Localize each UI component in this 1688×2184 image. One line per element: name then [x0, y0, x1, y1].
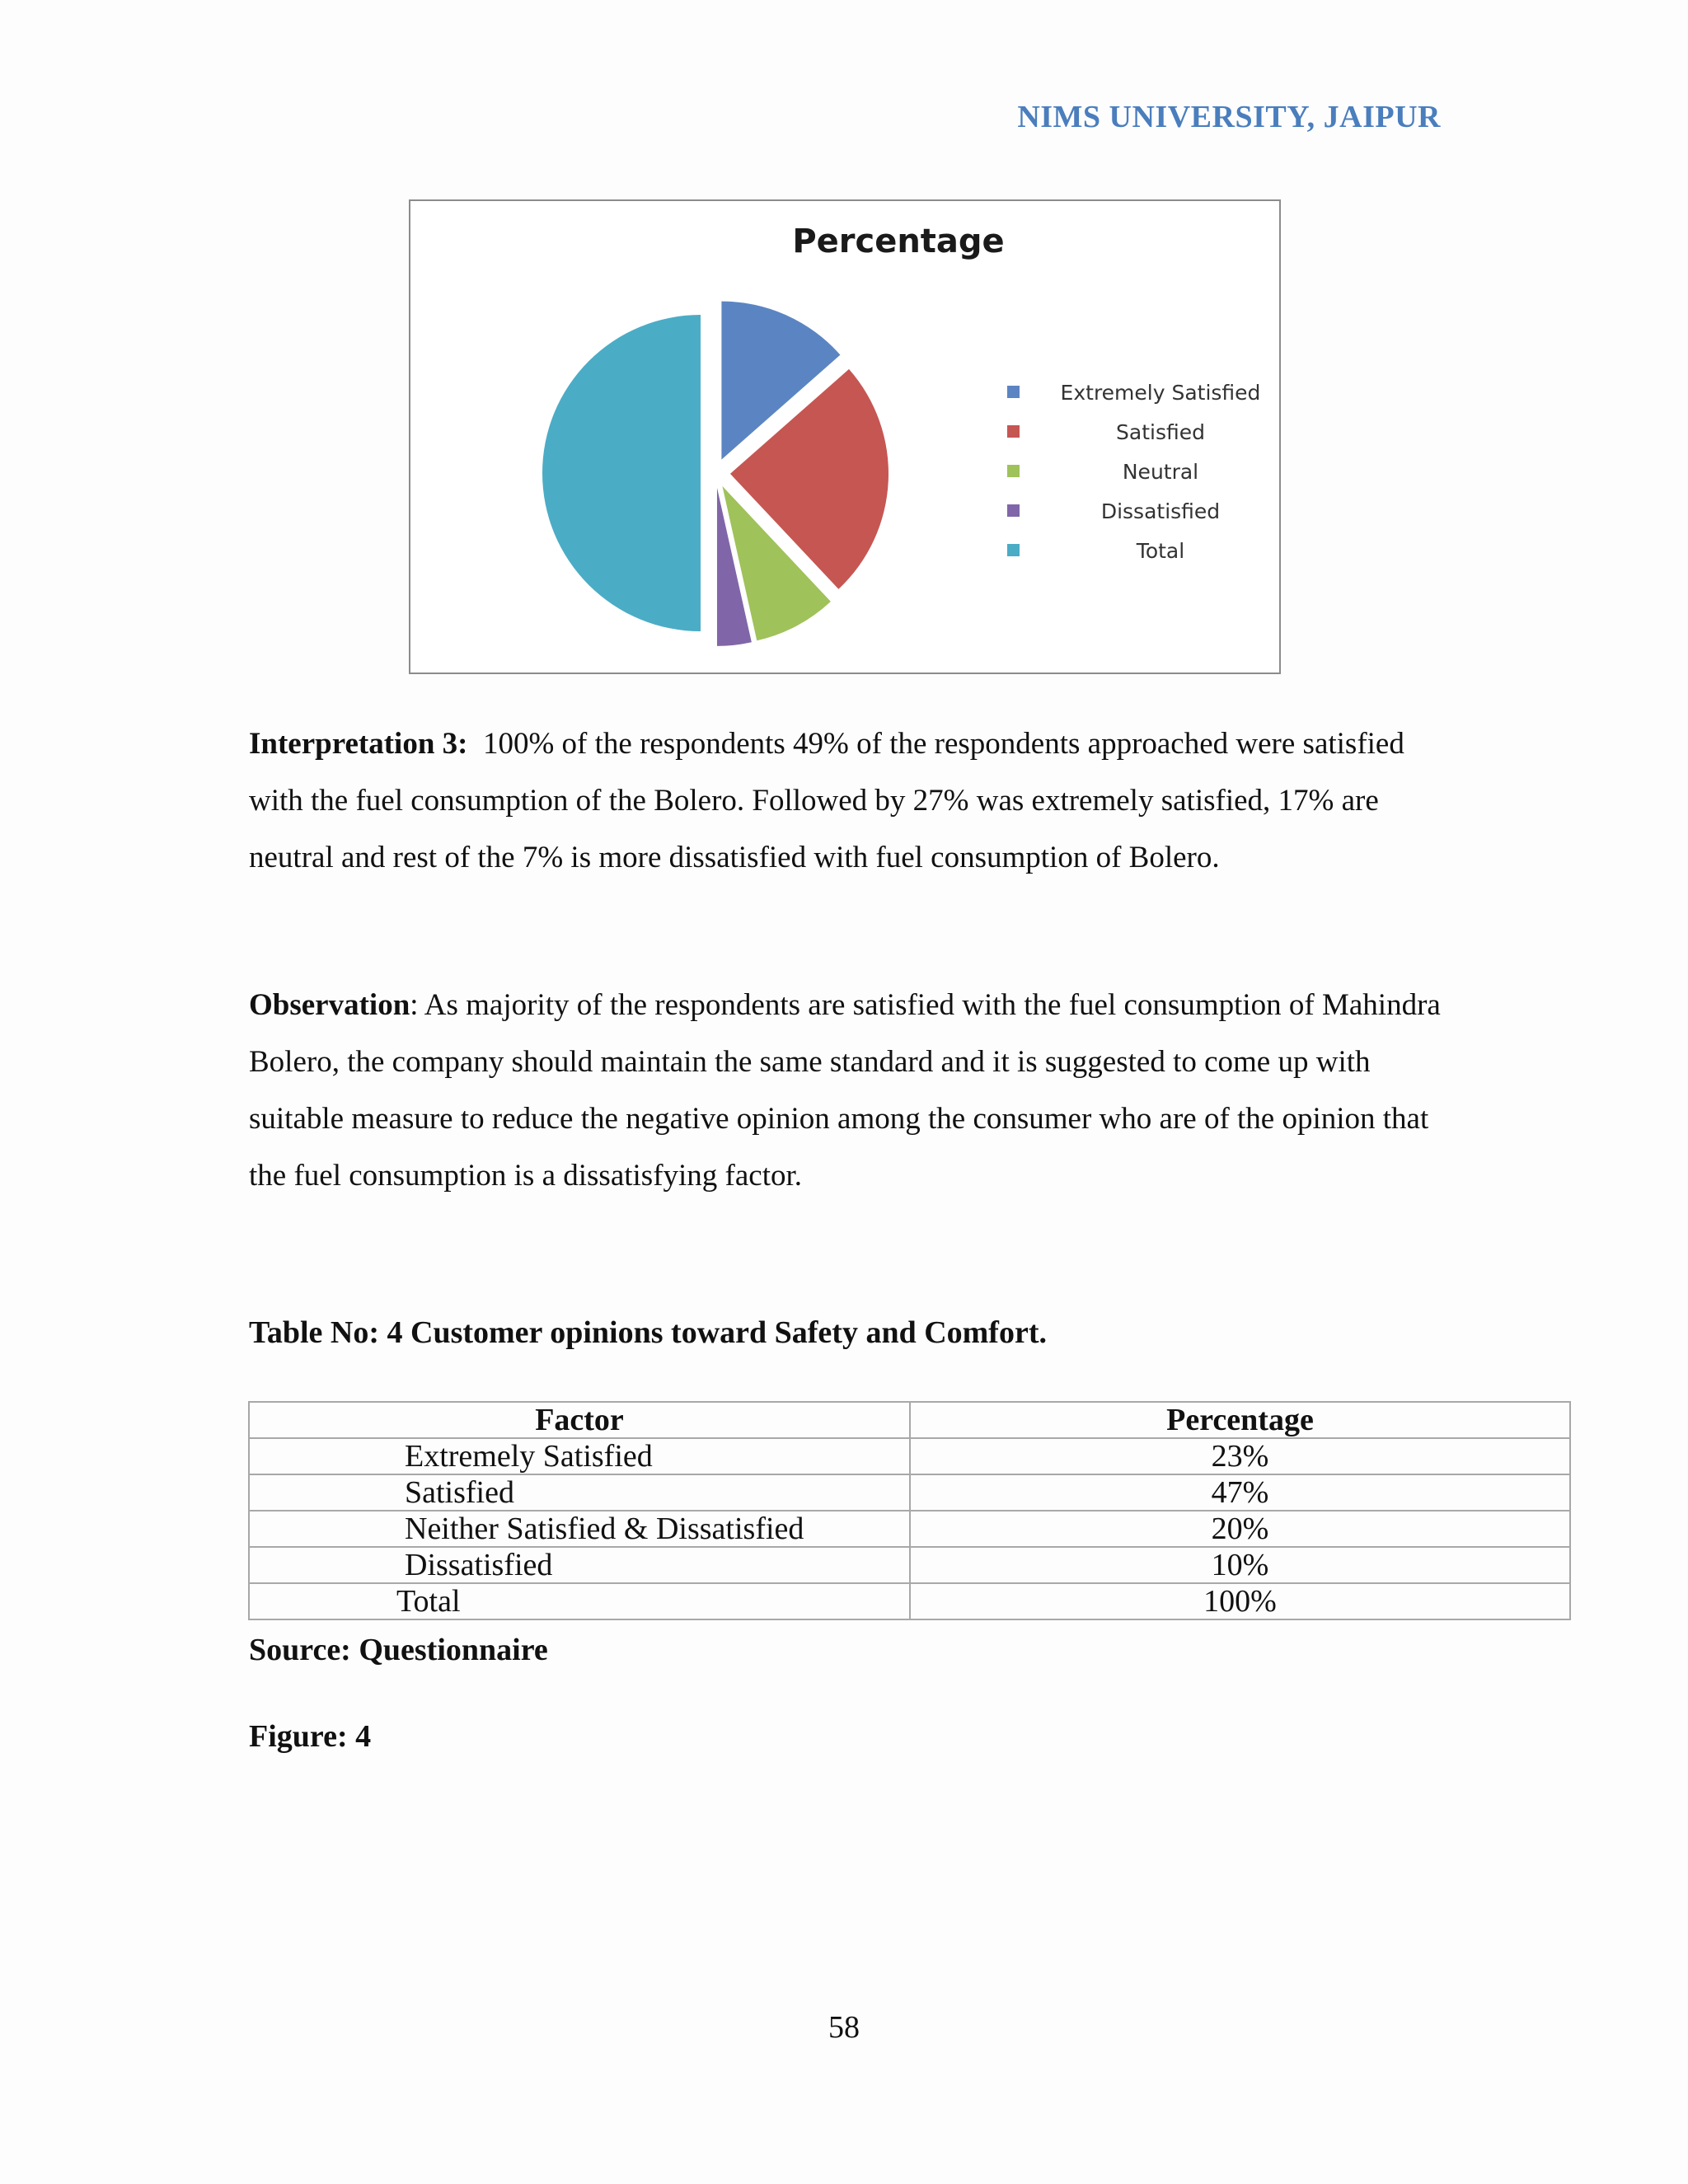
chart-title: Percentage	[792, 223, 1005, 260]
percentage-cell: 23%	[910, 1438, 1570, 1474]
factor-cell: Extremely Satisfied	[249, 1438, 910, 1474]
opinion-table	[248, 1401, 1571, 1620]
percentage-cell: 47%	[910, 1474, 1570, 1511]
table-row	[249, 1511, 1570, 1547]
column-header-percentage: Percentage	[910, 1402, 1570, 1438]
interpretation-paragraph	[249, 715, 1452, 886]
table-row	[249, 1474, 1570, 1511]
table-row	[249, 1438, 1570, 1474]
factor-cell: Total	[249, 1583, 910, 1619]
percentage-cell: 10%	[910, 1547, 1570, 1583]
page-header: NIMS UNIVERSITY, JAIPUR	[1017, 100, 1441, 134]
factor-cell: Satisfied	[249, 1474, 910, 1511]
table-source: Source: Questionnaire	[249, 1633, 548, 1667]
factor-cell: Neither Satisfied & Dissatisfied	[249, 1511, 910, 1547]
legend-swatch	[1007, 425, 1020, 438]
legend-label: Dissatisfied	[1100, 499, 1221, 523]
percentage-cell: 100%	[910, 1583, 1570, 1619]
interpretation-text: 100% of the respondents 49% of the respondents approached were satisfied with the fuel consumption of the Bolero. Followed by 27% was extremely satisfied, 17% are neutral and rest of the 7% is more dissatisfied with fuel consumption of Bolero.	[249, 727, 1404, 874]
figure-label: Figure: 4	[249, 1719, 372, 1754]
page-number: 58	[828, 2010, 860, 2045]
observation-text: : As majority of the respondents are satisfied with the fuel consumption of Mahindra Bolero, the company should maintain the same standard and it is suggested to come up with suitable measure to reduce the negative opinion among the consumer who are of the opinion that the fuel consumption is a dissatisfying factor.	[249, 988, 1441, 1193]
percentage-cell: 20%	[910, 1511, 1570, 1547]
factor-cell: Dissatisfied	[249, 1547, 910, 1583]
table-title: Table No: 4 Customer opinions toward Safety and Comfort.	[249, 1315, 1047, 1350]
legend-swatch	[1007, 504, 1020, 517]
pie-chart	[409, 199, 1281, 674]
interpretation-label: Interpretation 3:	[249, 727, 468, 761]
pie-chart-svg	[410, 201, 1282, 676]
column-header-factor: Factor	[249, 1402, 910, 1438]
legend-label: Satisfied	[1116, 420, 1205, 444]
legend-swatch	[1007, 386, 1020, 398]
observation-label: Observation	[249, 988, 410, 1022]
pie-slice-total	[542, 315, 701, 631]
legend-swatch	[1007, 544, 1020, 556]
observation-paragraph	[249, 977, 1452, 1204]
legend-label: Neutral	[1122, 460, 1199, 484]
table-row	[249, 1583, 1570, 1619]
legend-label: Extremely Satisfied	[1060, 381, 1261, 405]
table-header-row	[249, 1402, 1570, 1438]
legend-label: Total	[1136, 539, 1185, 563]
legend-swatch	[1007, 465, 1020, 477]
table-row	[249, 1547, 1570, 1583]
